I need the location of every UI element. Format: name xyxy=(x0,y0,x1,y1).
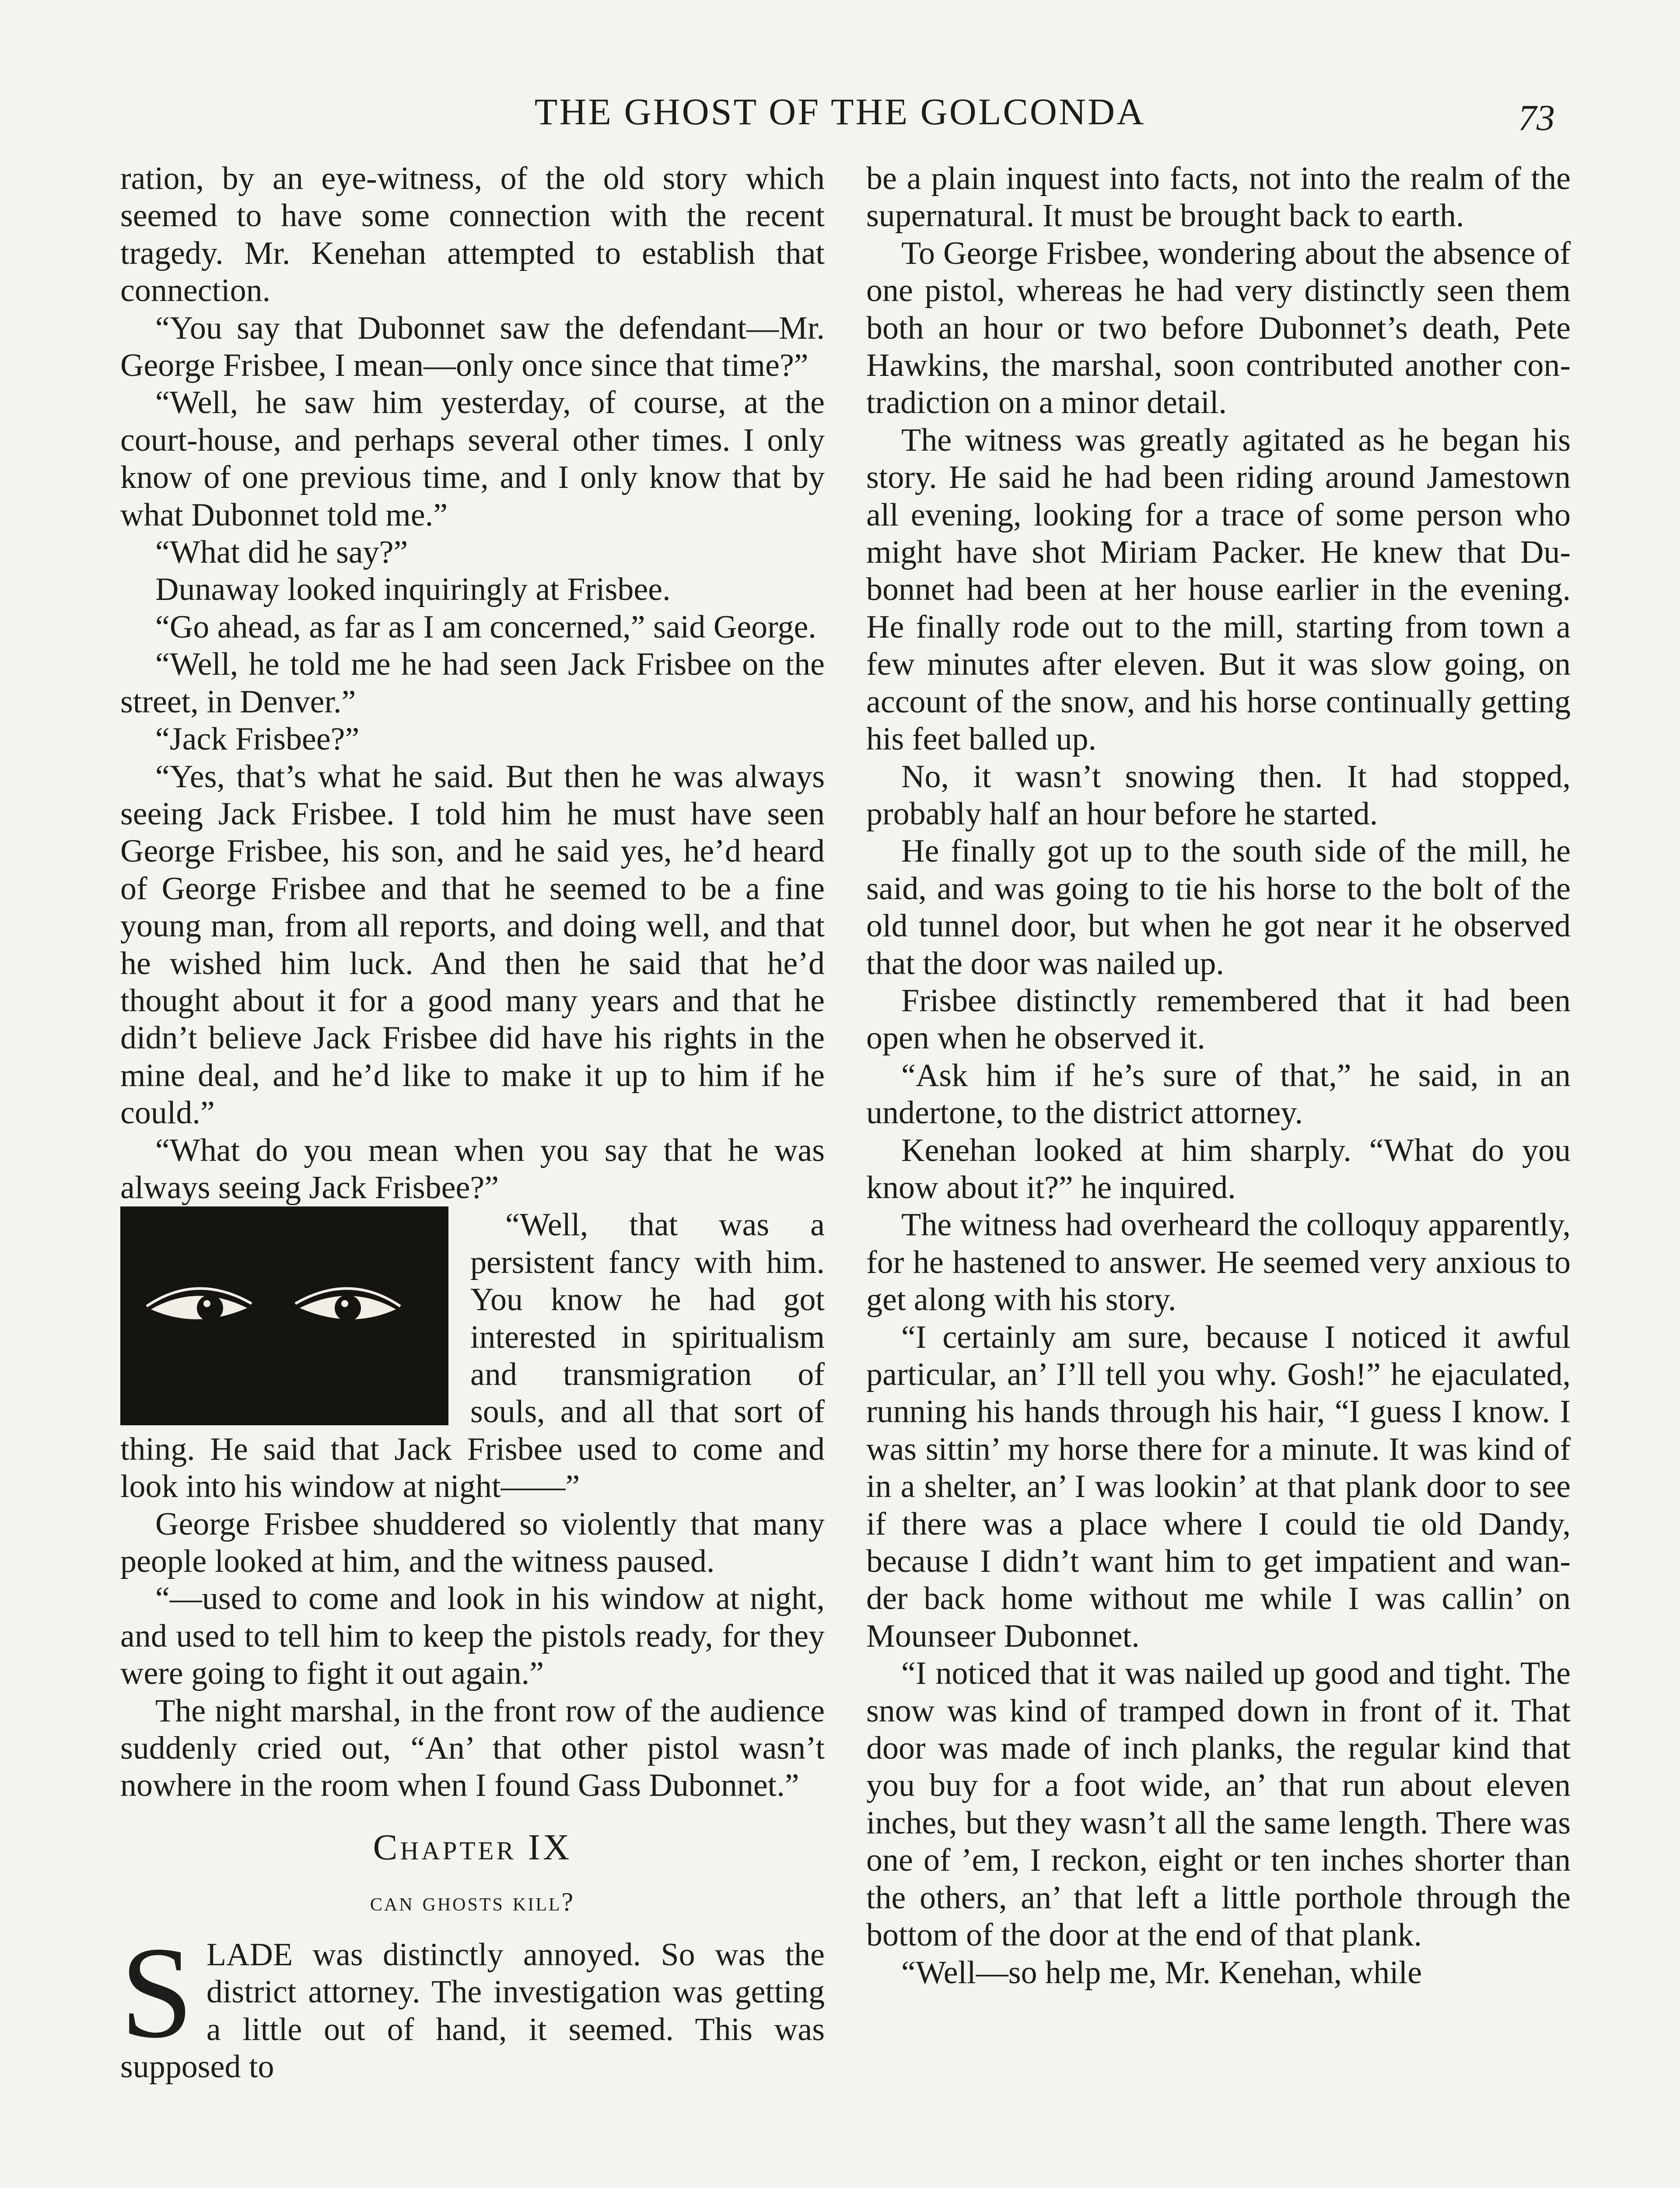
glowing-eyes-in-dark-icon xyxy=(120,1206,448,1425)
paragraph: To George Frisbee, wondering about the absence of one pistol, whereas he had very distinctly seen them both an hour or two before Dubonnet’s death, Pete Hawkins, the marshal, soon contributed another contradiction on a minor detail. xyxy=(866,235,1571,421)
paragraph: “I certainly am sure, because I noticed it awful particular, an’ I’ll tell you why. Gosh!” he ejaculated, running his hands through his hair, “I guess I know. I was sittin’ my horse there for a minute. It was kind of in a shelter, an’ I was lookin’ at that plank door to see if there was a place where I could tie old Dandy, because I didn’t want him to get impatient and wander back home without me while I was callin’ on Mounseer Dubonnet. xyxy=(866,1319,1571,1654)
paragraph: “What did he say?” xyxy=(155,534,408,571)
paragraph: Kenehan looked at him sharply. “What do you know about it?” he inquired. xyxy=(866,1132,1571,1206)
paragraph: “Yes, that’s what he said. But then he was always seeing Jack Frisbee. I told him he must have seen George Frisbee, his son, and he said yes, he’d heard of George Frisbee and that he seemed to be a fine young man, from all reports, and doing well, and that he wished him luck. And then he said that he’d thought about it for a good many years and that he didn’t believe Jack Frisbee did have his rights in the mine deal, and he’d like to make it up to him if he could.” xyxy=(120,758,825,1131)
paragraph: Frisbee distinctly remembered that it had been open when he observed it. xyxy=(866,982,1571,1056)
paragraph: He finally got up to the south side of the mill, he said, and was going to tie his horse to the bolt of the old tunnel door, but when he got near it he observed that the door was nailed up. xyxy=(866,833,1571,982)
paragraph: The witness was greatly agitated as he began his story. He said he had been riding around Jamestown all evening, looking for a trace of some person who might have shot Miriam Packer. He knew that Dubonnet had been at her house earlier in the evening. He finally rode out to the mill, starting from town a few minutes after eleven. But it was slow going, on account of the snow, and his horse continually getting his feet balled up. xyxy=(866,422,1571,757)
paragraph: “Well, that was a persistent fancy with him. You know he had got interested in spiritualism and transmigration of souls, and all that sort of thing. He said that Jack Frisbee used to come and look into his window at night——” xyxy=(120,1207,825,1505)
page-number: 73 xyxy=(1518,98,1555,138)
paragraph: “Go ahead, as far as I am concerned,” said George. xyxy=(155,609,816,645)
paragraph: George Frisbee shuddered so violently that many people looked at him, and the witness paused. xyxy=(120,1506,825,1580)
paragraph: “Well, he told me he had seen Jack Frisbee on the street, in Denver.” xyxy=(120,646,825,720)
paragraph: Dunaway looked inquiringly at Frisbee. xyxy=(155,572,671,608)
paragraph: be a plain inquest into facts, not into the realm of the supernatural. It must be brought back to earth. xyxy=(866,161,1571,234)
chapter-opening-text: LADE was distinctly annoyed. So was the district attorney. The investigation was getting a little out of hand, it seemed. This was supposed to xyxy=(120,1936,825,2085)
running-title: THE GHOST OF THE GOLCONDA xyxy=(534,91,1146,133)
paragraph: “Well—so help me, Mr. Kenehan, while xyxy=(901,1954,1422,1991)
paragraph: “I noticed that it was nailed up good and tight. The snow was kind of tramped down in front of it. That door was made of inch planks, the regular kind that you buy for a foot wide, an’ that run about eleven inches, but they wasn’t all the same length. There was one of ’em, I reckon, eight or ten inches shorter than the others, an’ that left a little porthole through the bottom of the door at the end of that plank. xyxy=(866,1655,1571,1953)
paragraph: “Ask him if he’s sure of that,” he said, in an undertone, to the district attorney. xyxy=(866,1057,1571,1131)
paragraph: The witness had overheard the colloquy apparently, for he hastened to answer. He seemed very anxious to get along with his story. xyxy=(866,1207,1571,1318)
paragraph: “Well, he saw him yesterday, of course, at the court-house, and perhaps several other times. I only know of one previous time, and I only know that by what Dubonnet told me.” xyxy=(120,385,825,533)
right-column xyxy=(866,160,1571,1992)
chapter-heading: Chapter IX xyxy=(373,1827,572,1868)
drop-cap: S xyxy=(120,1919,193,2065)
chapter-subtitle: can ghosts kill? xyxy=(370,1887,575,1917)
paragraph: The night marshal, in the front row of the audience suddenly cried out, “An’ that other pistol wasn’t nowhere in the room when I found Gass Dubonnet.” xyxy=(120,1693,825,1804)
paragraph: ration, by an eye-witness, of the old story which seemed to have some connection with the recent tragedy. Mr. Kenehan attempted to establish that connection. xyxy=(120,161,825,309)
paragraph: “—used to come and look in his window at night, and used to tell him to keep the pistols ready, for they were going to fight it out again.” xyxy=(120,1581,825,1692)
paragraph: No, it wasn’t snowing then. It had stopped, probably half an hour before he started. xyxy=(866,758,1571,832)
paragraph: “You say that Dubonnet saw the defendant—Mr. George Frisbee, I mean—only once since that time?” xyxy=(120,310,825,384)
paragraph: “What do you mean when you say that he was always seeing Jack Frisbee?” xyxy=(120,1132,825,1206)
paragraph: “Jack Frisbee?” xyxy=(155,721,360,757)
left-column xyxy=(120,160,825,2086)
chapter-opening-paragraph xyxy=(120,1919,825,2086)
eyes-illustration xyxy=(120,1206,448,1425)
